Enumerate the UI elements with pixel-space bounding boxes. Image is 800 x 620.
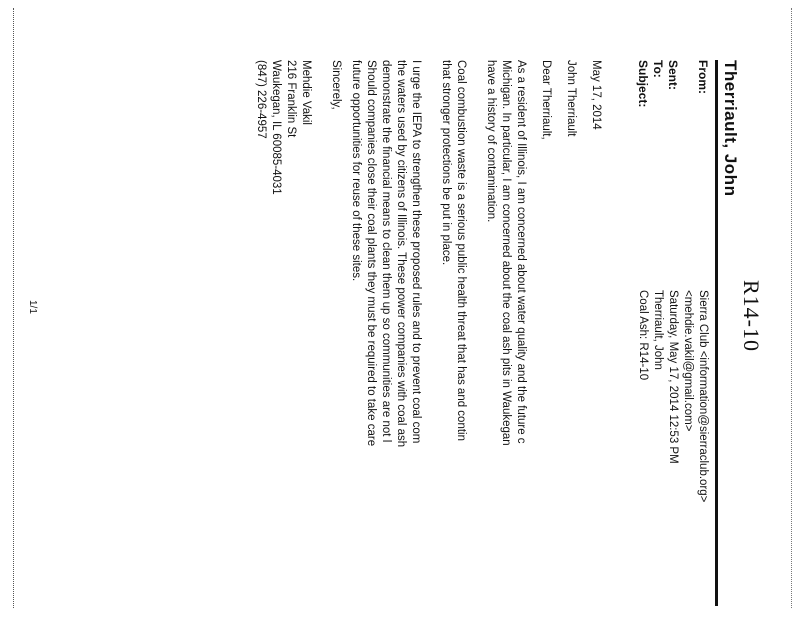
header-rule — [715, 60, 718, 606]
paragraph-line: As a resident of Illinois, I am concerned about water quality and the future c — [515, 60, 527, 444]
letter-recipient: John Therriault — [565, 60, 577, 137]
subject-value: Coal Ash: R14-10 — [637, 290, 649, 381]
paragraph-urge — [348, 60, 423, 620]
paragraph-line: I urge the IEPA to strengthen these proposed rules and to prevent coal com — [410, 60, 422, 444]
signature-phone: (847) 226-4957 — [255, 60, 267, 139]
from-value-line: Sierra Club <information@sierraclub.org> — [697, 290, 709, 503]
sent-value: Saturday, May 17, 2014 12:53 PM — [667, 290, 679, 464]
signature-street: 216 Franklin St — [285, 60, 297, 138]
sender-header-name: Therriault, John — [721, 60, 740, 197]
from-value — [680, 290, 710, 502]
signature-name: Mehdie Vakil — [300, 60, 312, 125]
paragraph-line: Should companies close their coal plants they must be required to take care — [365, 60, 377, 447]
to-value: Therriault, John — [652, 290, 664, 370]
to-label: To: — [651, 60, 665, 78]
subject-label: Subject: — [636, 60, 650, 108]
paragraph-concern — [483, 60, 528, 620]
letter-date: May 17, 2014 — [590, 60, 602, 130]
paragraph-line: the waters used by citizens of Illinois. These power companies with coal ash — [395, 60, 407, 448]
letter-salutation: Dear Therriault, — [540, 60, 552, 140]
letter-closing: Sincerely, — [330, 60, 342, 110]
paragraph-line: demonstrate the financial means to clean them up so communities are not l — [380, 60, 392, 443]
page-number: 1/1 — [27, 300, 38, 314]
paragraph-line: Coal combustion waste is a serious public health threat that has and contin — [455, 60, 467, 441]
docket-title: R14-10 — [739, 280, 764, 352]
signature-city: Waukegan, IL 60085-4031 — [270, 60, 282, 195]
paragraph-line: that stronger protections be put in place. — [440, 60, 452, 266]
from-label: From: — [696, 60, 710, 94]
signature-block — [253, 60, 313, 620]
scan-edge-line — [791, 8, 792, 608]
paragraph-threat — [438, 60, 468, 620]
paragraph-line: future opportunities for reuse of these sites. — [350, 60, 362, 282]
paragraph-line: Michigan. In particular, I am concerned about the coal ash pits in Waukegan — [500, 60, 512, 446]
sent-label: Sent: — [666, 60, 680, 90]
scan-edge-line — [13, 8, 14, 608]
from-value-line: <mehdie.vakil@gmail.com> — [682, 290, 694, 432]
paragraph-line: have a history of contamination. — [485, 60, 497, 223]
